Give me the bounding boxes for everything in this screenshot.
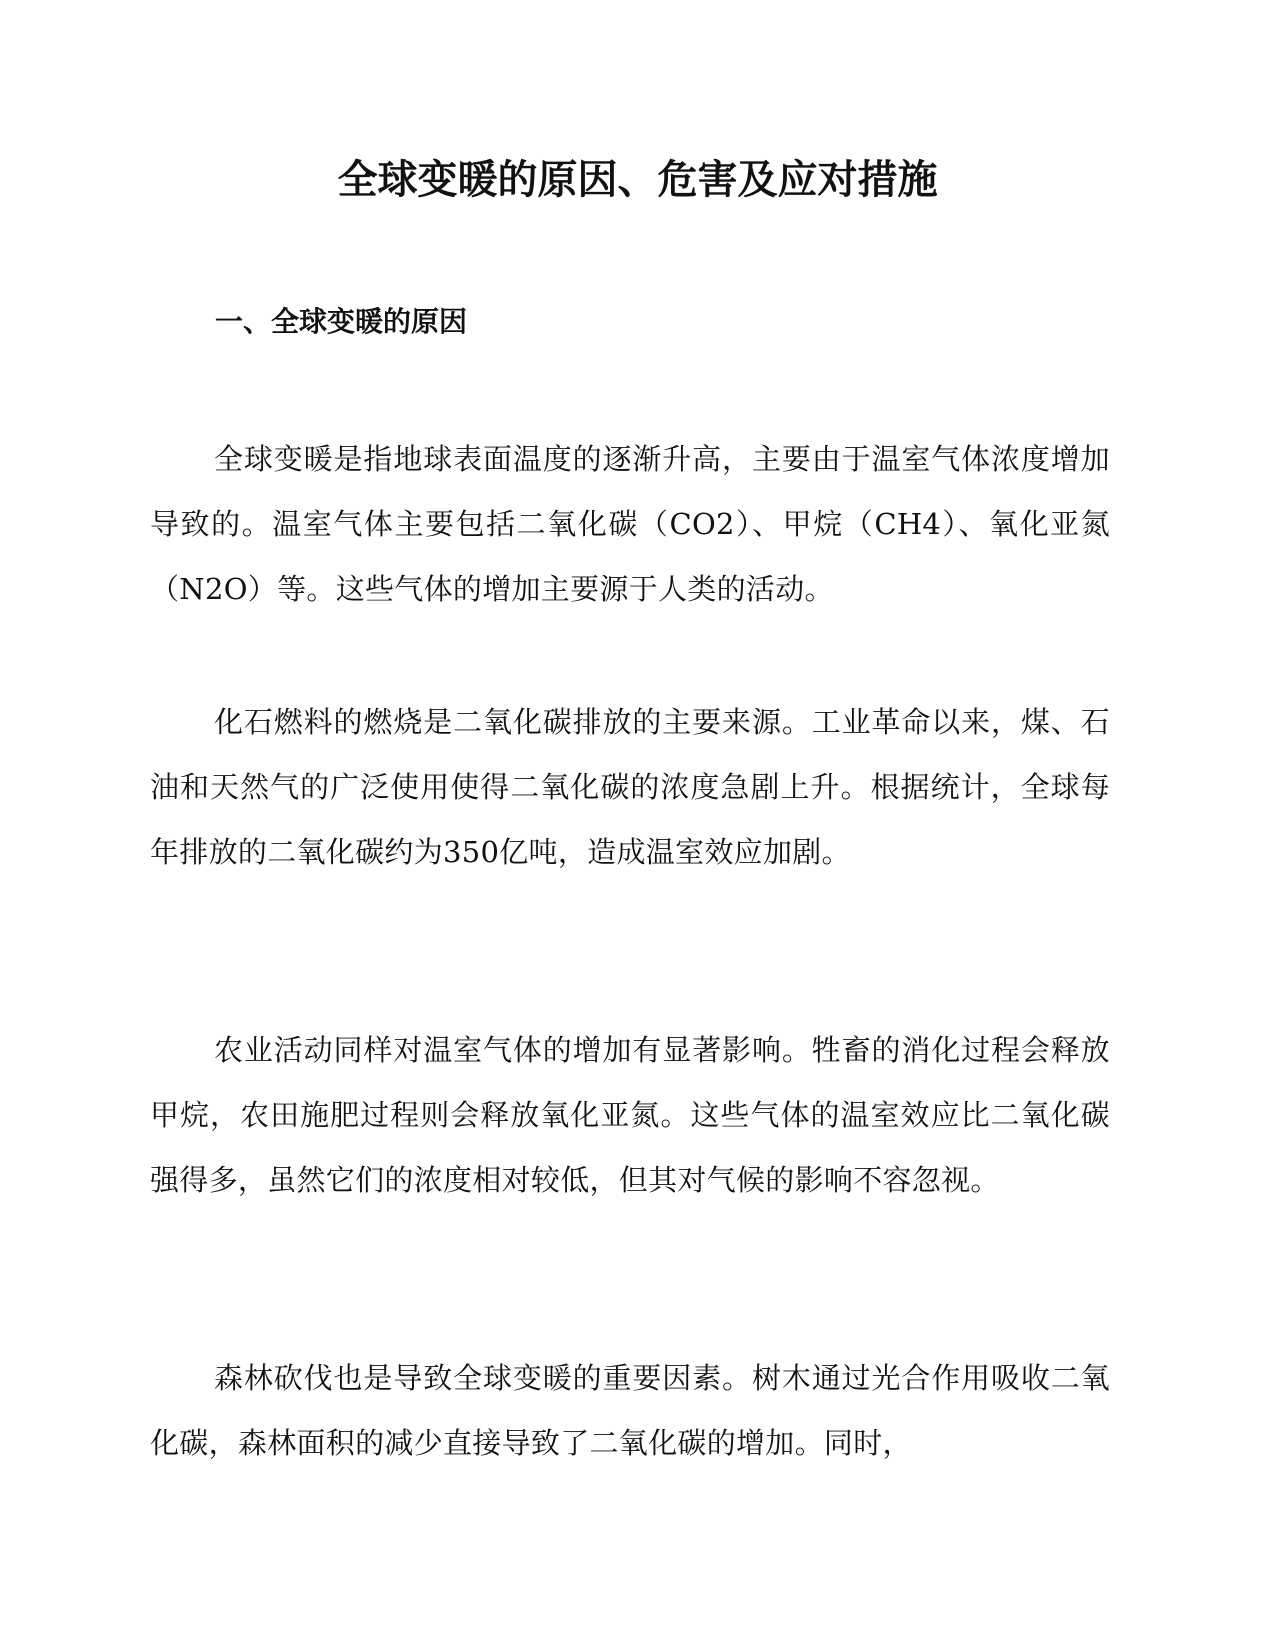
paragraph: 农业活动同样对温室气体的增加有显著影响。牲畜的消化过程会释放甲烷，农田施肥过程则会释放氧化亚氮。这些气体的温室效应比二氧化碳强得多，虽然它们的浓度相对较低，但其对气候的影响不容忽视。 [150, 1033, 1110, 1197]
paragraph: 全球变暖是指地球表面温度的逐渐升高，主要由于温室气体浓度增加导致的。温室气体主要包括二氧化碳（CO2）、甲烷（CH4）、氧化亚氮（N2O）等。这些气体的增加主要源于人类的活动。 [150, 442, 1110, 606]
paragraph: 森林砍伐也是导致全球变暖的重要因素。树木通过光合作用吸收二氧化碳，森林面积的减少直接导致了二氧化碳的增加。同时， [150, 1361, 1110, 1460]
section-heading: 一、全球变暖的原因 [215, 305, 468, 338]
document-title: 全球变暖的原因、危害及应对措施 [337, 157, 938, 203]
paragraph: 化石燃料的燃烧是二氧化碳排放的主要来源。工业革命以来，煤、石油和天然气的广泛使用使得二氧化碳的浓度急剧上升。根据统计，全球每年排放的二氧化碳约为350亿吨，造成温室效应加剧。 [150, 705, 1110, 869]
